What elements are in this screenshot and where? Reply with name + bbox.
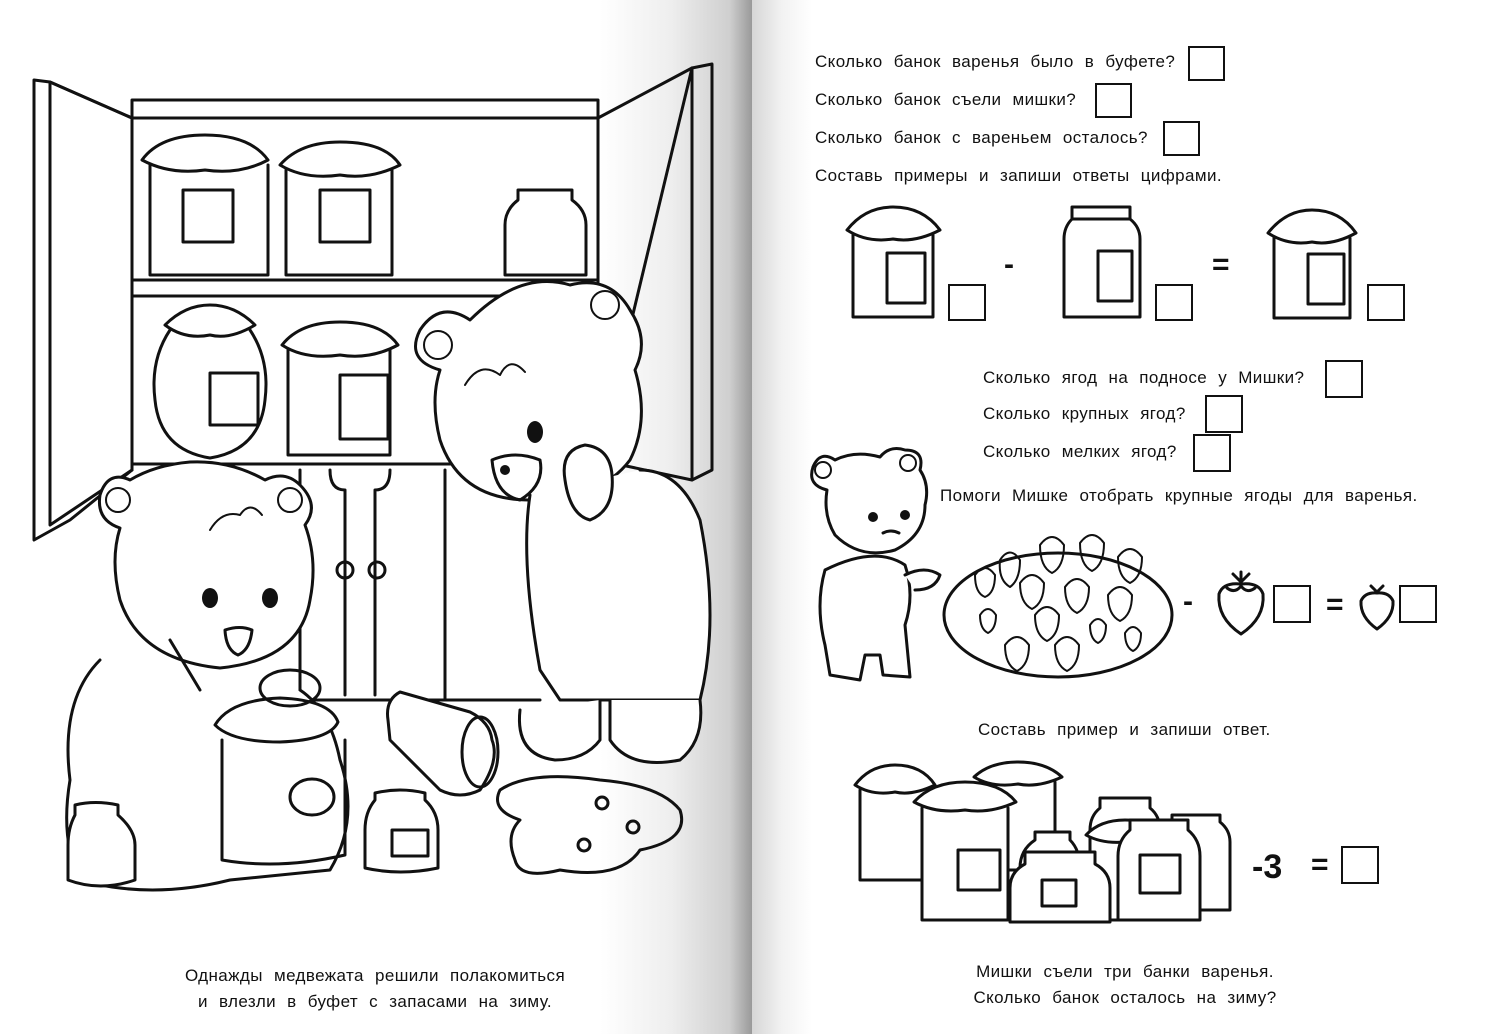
answer-box-jars-eaten[interactable] <box>1095 83 1132 118</box>
answer-box-small-berries[interactable] <box>1193 434 1231 472</box>
answer-box-jars-left[interactable] <box>1163 121 1200 156</box>
right-caption-line1: Мишки съели три банки варенья. <box>976 962 1274 981</box>
strawberry-icon <box>1213 570 1269 640</box>
question-big-berries: Сколько крупных ягод? <box>983 404 1186 423</box>
answer-box-jars-total[interactable] <box>1188 46 1225 81</box>
task-make-example: Составь пример и запиши ответ. <box>978 720 1271 739</box>
right-caption-line2: Сколько банок осталось на зиму? <box>973 988 1277 1007</box>
answer-box-berries-total[interactable] <box>1325 360 1363 398</box>
task-make-examples: Составь примеры и запиши ответы цифрами. <box>815 166 1222 185</box>
answer-box-eq2-a[interactable] <box>1273 585 1311 623</box>
eq2-equals: = <box>1326 588 1344 621</box>
strawberry-icon <box>1357 583 1397 633</box>
answer-box-eq2-b[interactable] <box>1399 585 1437 623</box>
bear-surprised-illustration <box>0 0 750 940</box>
jam-jar-icon <box>1266 208 1366 328</box>
question-jars-total: Сколько банок варенья было в буфете? <box>815 52 1176 71</box>
question-small-berries: Сколько мелких ягод? <box>983 442 1177 461</box>
bear-small-illustration <box>805 445 945 685</box>
jam-jar-icon <box>845 205 945 325</box>
jam-jar-icon <box>1060 205 1150 325</box>
answer-box-big-berries[interactable] <box>1205 395 1243 433</box>
strawberry-plate-illustration <box>940 515 1180 685</box>
question-berries-total: Сколько ягод на подносе у Мишки? <box>983 368 1305 387</box>
left-caption-line1: Однажды медвежата решили полакомиться <box>184 966 566 985</box>
eq2-minus: - <box>1183 585 1193 618</box>
eq1-equals: = <box>1212 248 1230 281</box>
answer-box-eq1-a[interactable] <box>948 284 986 321</box>
answer-box-eq1-c[interactable] <box>1367 284 1405 321</box>
task-pick-big-berries: Помоги Мишке отобрать крупные ягоды для варенья. <box>940 486 1418 505</box>
left-caption-line2: и влезли в буфет с запасами на зиму. <box>197 992 553 1011</box>
question-jars-left: Сколько банок с вареньем осталось? <box>815 128 1148 147</box>
page-gutter-light <box>752 0 812 1034</box>
answer-box-eq1-b[interactable] <box>1155 284 1193 321</box>
answer-box-eq3[interactable] <box>1341 846 1379 884</box>
question-jars-eaten: Сколько банок съели мишки? <box>815 90 1077 109</box>
eq3-equals: = <box>1311 848 1329 881</box>
eq3-minus-three: -3 <box>1252 848 1283 886</box>
jars-group-illustration <box>850 760 1230 930</box>
eq1-minus: - <box>1004 248 1014 281</box>
